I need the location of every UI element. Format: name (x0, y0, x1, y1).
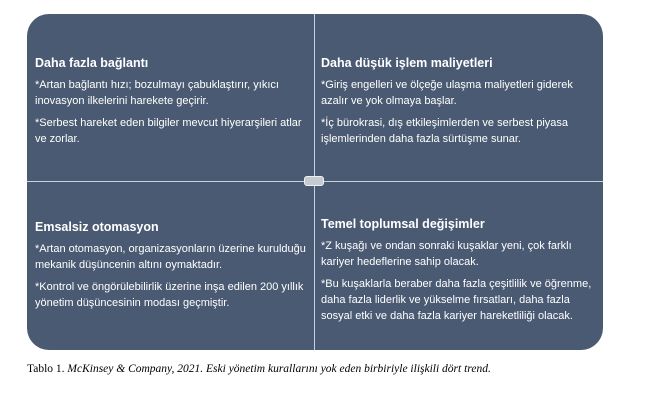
figure-caption (27, 363, 647, 375)
caption-label: Tablo 1. (27, 363, 65, 375)
caption-text: McKinsey & Company, 2021. Eski yönetim kurallarını yok eden birbiriyle ilişkili dört trend. (67, 363, 491, 375)
quadrant-item: *İç bürokrasi, dış etkileşimlerden ve serbest piyasa işlemlerinden daha fazla sürtüşme sunar. (321, 116, 568, 145)
trends-panel (27, 14, 603, 350)
quadrant-title: Temel toplumsal değişimler (321, 217, 485, 231)
quadrant-social-changes (321, 217, 597, 331)
quadrant-item: *Artan bağlantı hızı; bozulmayı çabuklaştırır, yıkıcı inovasyon ilkelerini harekete geçirir. (35, 79, 279, 107)
quadrant-transaction-costs (321, 56, 593, 154)
quadrant-automation (35, 220, 307, 318)
quadrant-title: Daha fazla bağlantı (35, 56, 149, 70)
quadrant-item: *Artan otomasyon, organizasyonların üzerine kurulduğu mekanik düşüncenin altını oymaktadır. (35, 243, 306, 271)
quadrant-title: Emsalsiz otomasyon (35, 220, 159, 234)
quadrant-item: *Bu kuşaklarla beraber daha fazla çeşitlilik ve öğrenme, daha fazla liderlik ve yükselme fırsatları, daha fazla sosyal etki ve daha fazla kariyer hareketliliği olacak. (321, 277, 592, 322)
quadrant-item: *Serbest hareket eden bilgiler mevcut hiyerarşileri atlar ve zorlar. (35, 116, 302, 145)
center-handle (304, 176, 324, 186)
quadrant-item: *Giriş engelleri ve ölçeğe ulaşma maliyetleri giderek azalır ve yok olmaya başlar. (321, 79, 573, 107)
quadrant-item: *Kontrol ve öngörülebilirlik üzerine inşa edilen 200 yıllık yönetim düşüncesinin modası geçmiştir. (35, 280, 304, 309)
quadrant-connectivity (35, 56, 307, 154)
quadrant-item: *Z kuşağı ve ondan sonraki kuşaklar yeni, çok farklı kariyer hedeflerine sahip olacak. (321, 240, 572, 268)
quadrant-title: Daha düşük işlem maliyetleri (321, 56, 493, 70)
